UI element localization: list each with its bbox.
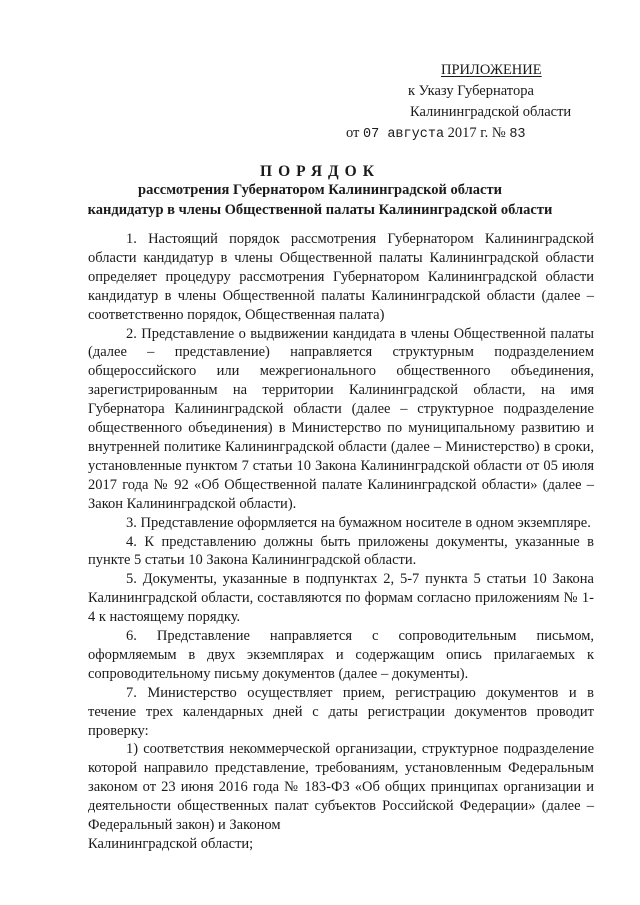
document-subtitle [70,180,570,220]
subtitle-line-2: кандидатур в члены Общественной палаты Калининградской области [87,202,553,218]
subitem-1-end: Калининградской области; [88,836,254,852]
appendix-date-line [346,123,586,145]
subtitle-line-1: рассмотрения Губернатором Калининградской области [138,182,502,198]
paragraph-6: 6. Представление направляется с сопроводительным письмом, оформляемым в двух экземплярах и содержащим опись прилагаемых к сопроводительному письму документов (далее – документы). [88,628,594,682]
paragraph-5: 5. Документы, указанные в подпунктах 2, 5-7 пункта 5 статьи 10 Закона Калининградской области, составляются по формам согласно приложениям № 1-4 к настоящему порядку. [88,571,594,626]
paragraph-4: 4. К представлению должны быть приложены документы, указанные в пункте 5 статьи 10 Закона Калининградской области. [88,533,594,569]
paragraph-2: 2. Представление о выдвижении кандидата в члены Общественной палаты (далее – представление) направляется структурным подразделением общероссийского или межрегионального общественного объединения, зарегистрированным на территории Калининградской области, на имя Губернатора Калининградской области (далее – структурное подразделение общественного объединения) в Министерство по муниципальному развитию и внутренней политике Калининградской области (далее – Министерство) в сроки, установленные пунктом 7 статьи 10 Закона Калининградской области от 05 июля 2017 года № 92 «Об Общественной палате Калининградской области» (далее – Закон Калининградской области). [88,325,594,512]
appendix-label: ПРИЛОЖЕНИЕ [441,62,542,78]
paragraph-7: 7. Министерство осуществляет прием, регистрацию документов и в течение трех календарных дней с даты регистрации документов проводит проверку: [88,684,594,739]
date-suffix: 2017 г. № [444,125,510,141]
document-title: ПОРЯДОК [260,163,380,180]
appendix-region: Калининградской области [410,104,572,120]
paragraph-3: 3. Представление оформляется на бумажном носителе в одном экземпляре. [126,514,591,531]
date-prefix: от [346,125,364,141]
document-body [88,230,594,854]
paragraph-1: 1. Настоящий порядок рассмотрения Губернатором Калининградской области кандидатур в члены Общественной палаты Калининградской области определяет процедуру рассмотрения Губернатором Калининградской области кандидатур в члены Общественной палаты Калининградской области (далее – соответственно порядок, Общественная палата) [88,231,594,323]
decree-date: 07 августа [363,127,445,142]
subitem-1: 1) соответствия некоммерческой организации, структурное подразделение которой направило представление, требованиям, установленным Федеральным законом от 23 июня 2016 года № 183-ФЗ «Об общих принципах организации и деятельности общественных палат субъектов Российской Федерации» (далее – Федеральный закон) и Законом [88,741,594,834]
appendix-decree-ref: к Указу Губернатора [408,83,534,99]
decree-number: 83 [509,127,526,142]
appendix-header [346,60,586,145]
